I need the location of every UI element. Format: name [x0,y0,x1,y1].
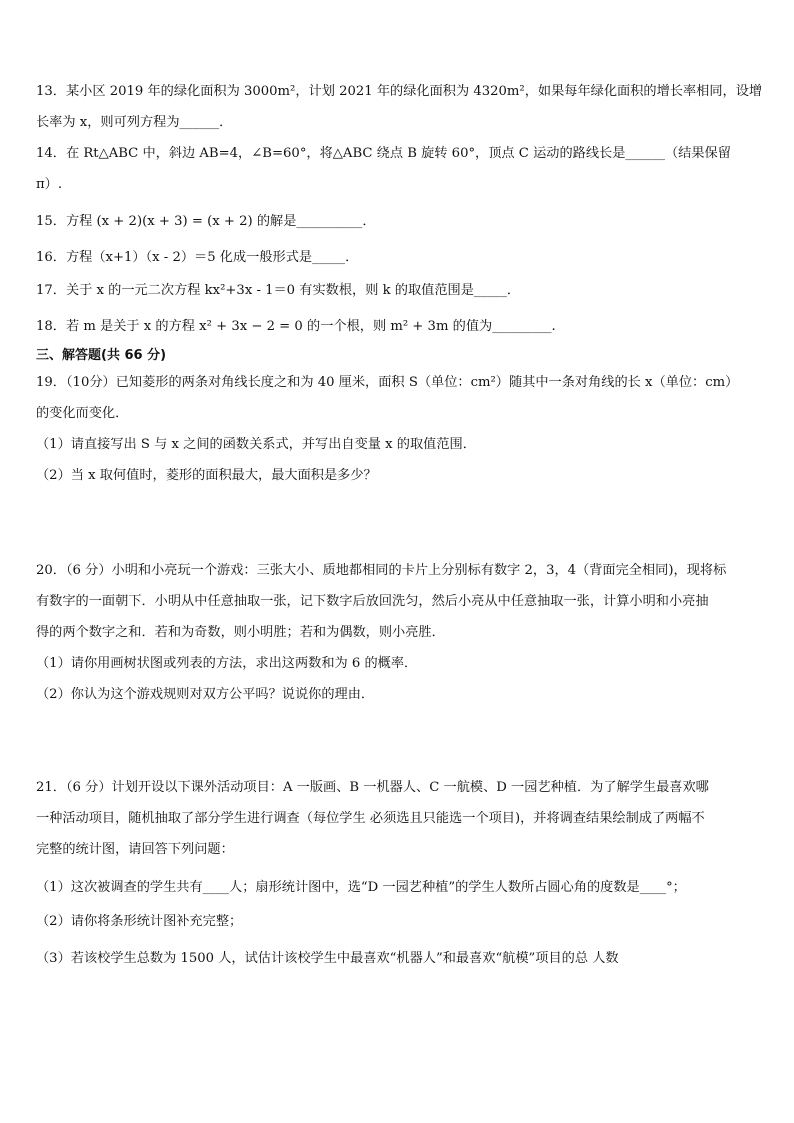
question-19-part-1: （1）请直接写出 S 与 x 之间的函数关系式，并写出自变量 x 的取值范围． [36,437,476,452]
question-16: 16．方程（x+1）（x - 2）＝5 化成一般形式是_____． [36,250,359,265]
question-20-line-1: 20．（6 分）小明和小亮玩一个游戏：三张大小、质地都相同的卡片上分别标有数字 2，3，4（背面完全相同)，现将标 [36,563,727,578]
question-20-line-3: 得的两个数字之和．若和为奇数，则小明胜；若和为偶数，则小亮胜． [36,625,445,640]
question-19-part-2: （2）当 x 取何值时，菱形的面积最大，最大面积是多少？ [36,468,377,483]
question-14-line-2: π）. [36,177,63,192]
question-17: 17．关于 x 的一元二次方程 kx²+3x - 1＝0 有实数根，则 k 的取值范围是_____． [36,283,521,298]
question-19-line-1: 19．（10分）已知菱形的两条对角线长度之和为 40 厘米，面积 S（单位：cm²）随其中一条对角线的长 x（单位：cm） [36,375,739,390]
question-13-line-2: 长率为 x，则可列方程为______． [36,115,233,130]
question-18: 18．若 m 是关于 x 的方程 x² + 3x − 2 = 0 的一个根，则 m² + 3m 的值为_________. [36,319,556,334]
question-19-line-2: 的变化而变化． [36,406,129,421]
question-21-line-3: 完整的统计图，请回答下列问题： [36,842,234,857]
question-21-line-2: 一种活动项目，随机抽取了部分学生进行调查（每位学生 必须选且只能选一个项目)，并将调查结果绘制成了两幅不 [36,811,705,826]
question-21-part-3: （3）若该校学生总数为 1500 人，试估计该校学生中最喜欢“机器人”和最喜欢“航模”项目的总 人数 [36,951,619,966]
section-heading: 三、解答题(共 66 分) [36,348,167,363]
question-21-part-2: （2）请你将条形统计图补充完整； [36,914,243,929]
question-20-part-1: （1）请你用画树状图或列表的方法，求出这两数和为 6 的概率． [36,656,418,671]
question-20-line-2: 有数字的一面朝下．小明从中任意抽取一张，记下数字后放回洗匀，然后小亮从中任意抽取一张，计算小明和小亮抽 [36,594,709,609]
question-20-part-2: （2）你认为这个游戏规则对双方公平吗？说说你的理由． [36,687,375,702]
question-21-part-1: （1）这次被调查的学生共有____人；扇形统计图中，选“D 一园艺种植”的学生人数所占圆心角的度数是____°； [36,880,686,895]
question-21-line-1: 21．（6 分）计划开设以下课外活动项目：A 一版画、B 一机器人、C 一航模、D 一园艺种植．为了解学生最喜欢哪 [36,780,709,795]
question-15: 15．方程 (x + 2)(x + 3) = (x + 2) 的解是__________． [36,214,376,229]
question-14-line-1: 14．在 Rt△ABC 中，斜边 AB=4，∠B=60°，将△ABC 绕点 B 旋转 60°，顶点 C 运动的路线长是______（结果保留 [36,146,731,161]
question-13-line-1: 13．某小区 2019 年的绿化面积为 3000m²，计划 2021 年的绿化面积为 4320m²，如果每年绿化面积的增长率相同，设增 [36,84,763,99]
